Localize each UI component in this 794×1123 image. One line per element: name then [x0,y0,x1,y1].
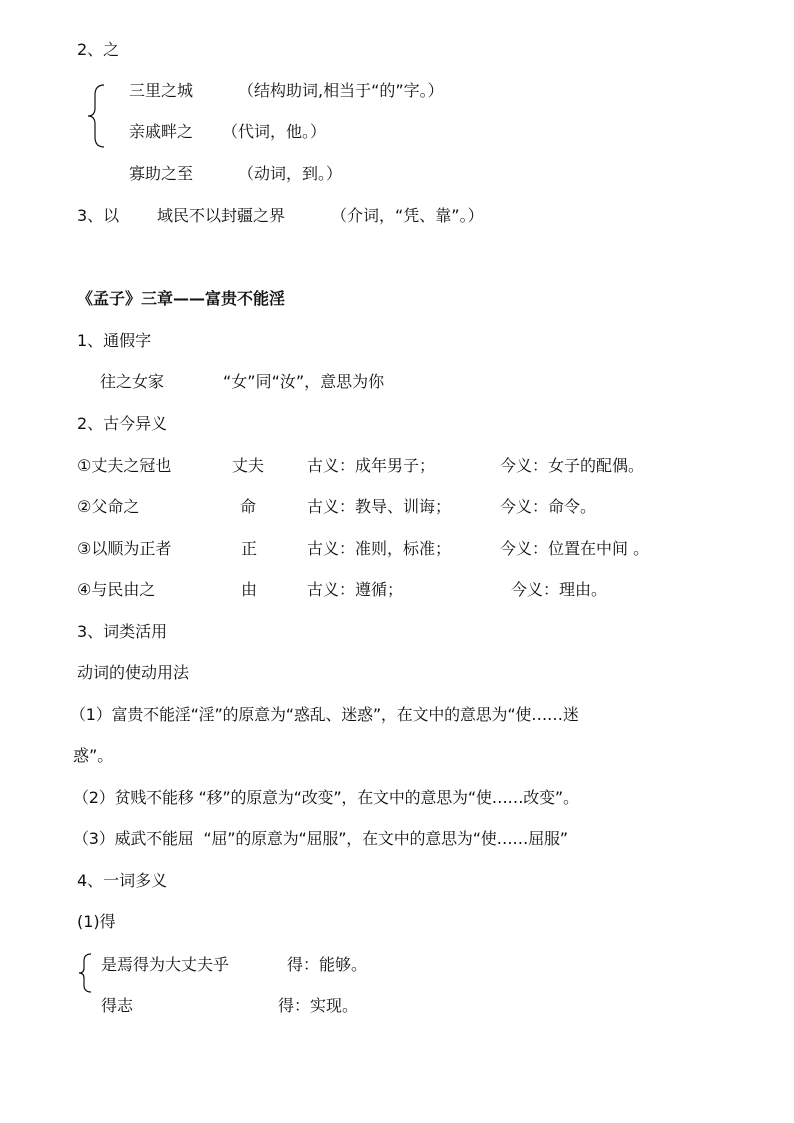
zhi-gloss-1: （结构助词,相当于“的”字。） [238,81,444,100]
zhi-gloss-3: （动词，到。） [238,164,343,183]
left-brace-icon [86,83,108,149]
gujin-phrase-4: ④与民由之 [77,580,156,599]
tongjiazi-phrase: 往之女家 [100,372,165,391]
section-heading-zhi: 2、之 [77,40,120,59]
gujin-ancient-1: 古义：成年男子； [307,456,436,475]
zhi-gloss-2: （代词，他。） [222,122,327,141]
duoyi-phrase-2: 得志 [101,996,134,1015]
yi-gloss: （介词，“凭、靠”。） [331,206,484,225]
left-brace-icon [77,952,95,994]
section-heading-yi: 3、以 [77,206,120,225]
gujin-modern-3: 今义：位置在中间 。 [500,539,650,558]
gujin-phrase-2: ②父命之 [77,497,140,516]
duoyi-gloss-2: 得：实现。 [278,996,359,1015]
gujin-modern-2: 今义：命令。 [500,497,597,516]
gujin-modern-1: 今义：女子的配偶。 [500,456,645,475]
gujin-phrase-3: ③以顺为正者 [77,539,172,558]
gujin-word-3: 正 [241,539,258,558]
zhi-phrase-3: 寡助之至 [129,164,194,183]
duoyi-gloss-1: 得：能够。 [287,955,368,974]
zhi-phrase-1: 三里之城 [129,81,194,100]
huoyong-heading: 3、词类活用 [77,622,168,641]
gujin-ancient-4: 古义：遵循； [307,580,404,599]
mencius-title: 《孟子》三章——富贵不能淫 [77,289,286,308]
huoyong-item-1: （1）富贵不能淫“淫”的原意为“惑乱、迷惑”，在文中的意思为“使……迷 [70,705,579,724]
gujin-phrase-1: ①丈夫之冠也 [77,456,172,475]
gujin-word-2: 命 [240,497,257,516]
duoyi-phrase-1: 是焉得为大丈夫乎 [101,955,230,974]
huoyong-item-2: （2）贫贱不能移 “移”的原意为“改变”，在文中的意思为“使……改变”。 [73,788,579,807]
yi-phrase: 域民不以封疆之界 [157,206,286,225]
gujin-ancient-2: 古义：教导、训诲； [307,497,452,516]
tongjiazi-note: “女”同“汝”，意思为你 [223,372,385,391]
gujin-heading: 2、古今异义 [77,414,168,433]
huoyong-subheading: 动词的使动用法 [77,663,190,682]
gujin-word-1: 丈夫 [232,456,265,475]
zhi-phrase-2: 亲戚畔之 [129,122,194,141]
gujin-word-4: 由 [241,580,258,599]
gujin-ancient-3: 古义：准则，标准； [307,539,452,558]
huoyong-item-1-cont: 惑”。 [73,746,114,765]
huoyong-item-3: （3）威武不能屈 “屈”的原意为“屈服”，在文中的意思为“使……屈服” [73,829,568,848]
duoyi-heading: 4、一词多义 [77,871,168,890]
tongjiazi-heading: 1、通假字 [77,331,152,350]
duoyi-sub: (1)得 [77,912,116,931]
gujin-modern-4: 今义：理由。 [511,580,608,599]
